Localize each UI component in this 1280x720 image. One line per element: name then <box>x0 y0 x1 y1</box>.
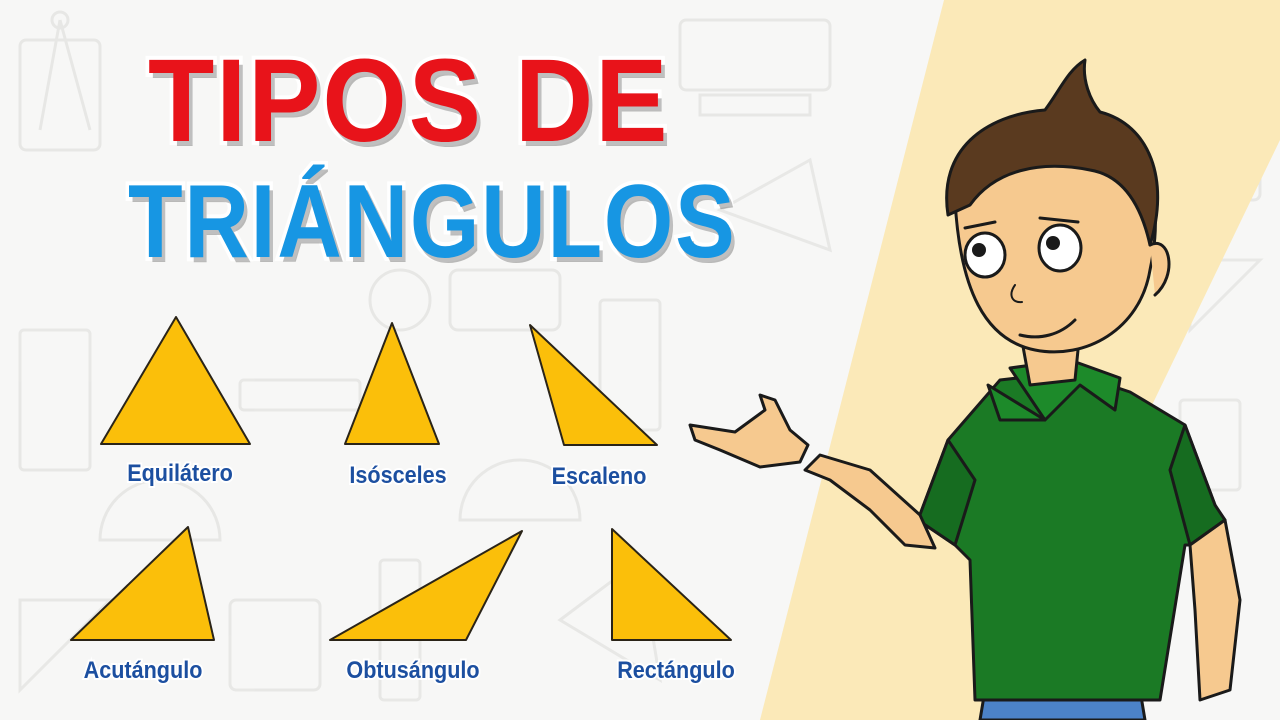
label-equilatero: Equilátero <box>127 460 233 487</box>
label-escaleno: Escaleno <box>551 463 647 490</box>
title-line-1: TIPOS DE <box>148 35 670 167</box>
label-obtusangulo: Obtusángulo <box>346 657 480 684</box>
title-line-2: TRIÁNGULOS <box>128 164 737 280</box>
label-acutangulo: Acutángulo <box>83 657 203 684</box>
label-rectangulo: Rectángulo <box>617 657 735 684</box>
label-isosceles: Isósceles <box>349 462 447 489</box>
